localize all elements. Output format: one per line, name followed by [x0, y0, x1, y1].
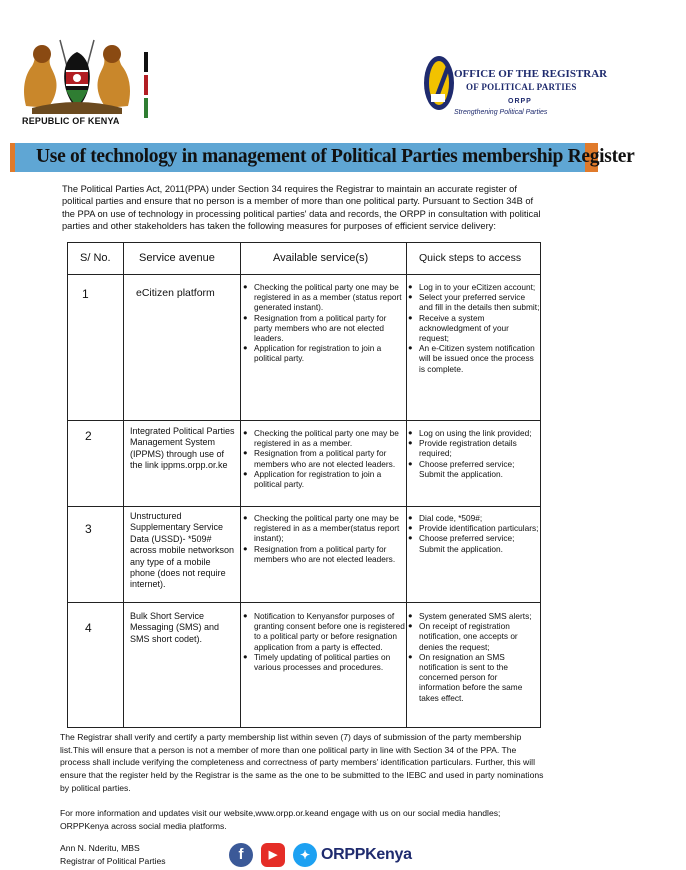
social-handle[interactable]: ORPPKenya [321, 846, 412, 863]
coat-of-arms-logo [18, 36, 136, 128]
kenya-flag-stripe [144, 52, 148, 118]
twitter-icon[interactable]: ✦ [293, 843, 317, 867]
list-item: ● Provide identification particulars; [408, 523, 540, 533]
list-item: ● Choose preferred service; Submit the application. [408, 533, 540, 553]
list-item: ● On receipt of registration notification, one accepts or denies the request; [408, 621, 540, 652]
row-1-avenue: eCitizen platform [136, 287, 215, 299]
list-item: ● Log on using the link provided; [408, 428, 540, 438]
column-divider [240, 243, 241, 727]
row-2-avenue: Integrated Political Parties Management System (IPPMS) through use of the link ippms.orpp.or.ke [130, 426, 235, 471]
row-3-avenue: Unstructured Supplementary Service Data (USSD)- *509# across mobile networkson any type of a mobile phone (does not require internet). [130, 511, 235, 590]
list-item: ● Checking the political party one may be registered in as a member. [243, 428, 403, 448]
coat-of-arms-icon [18, 36, 136, 116]
list-item: ● Provide registration details required; [408, 438, 540, 458]
list-item: ● An e-Citizen system notification will be issued once the process is complete. [408, 343, 540, 374]
republic-of-kenya-caption: REPUBLIC OF KENYA [22, 116, 120, 126]
orpp-tagline: Strengthening Political Parties [454, 109, 548, 116]
row-divider [68, 274, 540, 275]
list-item: ● System generated SMS alerts; [408, 611, 540, 621]
list-item: ● Application for registration to join a political party. [243, 469, 403, 489]
orpp-abbreviation: ORPP [508, 98, 532, 105]
orpp-logo [420, 46, 608, 122]
list-item: ● Resignation from a political party for members who are not elected leaders. [243, 448, 403, 468]
banner-accent-left [10, 143, 15, 172]
header-sno: S/ No. [80, 252, 111, 264]
orpp-title-line2: OF POLITICAL PARTIES [466, 82, 577, 92]
list-item: ● Choose preferred service; Submit the application. [408, 459, 540, 479]
youtube-icon[interactable]: ▶ [261, 843, 285, 867]
row-1-steps [408, 282, 540, 374]
row-1-services [243, 282, 403, 364]
list-item: ● Application for registration to join a political party. [243, 343, 403, 363]
header-service-avenue: Service avenue [139, 252, 215, 264]
row-divider [68, 602, 540, 603]
facebook-icon[interactable]: f [229, 843, 253, 867]
list-item: ● On resignation an SMS notification is sent to the concerned person for information before the same takes effect. [408, 652, 540, 703]
row-divider [68, 420, 540, 421]
row-4-steps [408, 611, 540, 703]
list-item: ● Dial code, *509#; [408, 513, 540, 523]
list-item: ● Resignation from a political party for party members who are not elected leaders. [243, 313, 403, 344]
row-2-services [243, 428, 403, 489]
list-item: ● Timely updating of political parties on various processes and procedures. [243, 652, 405, 672]
row-2-number: 2 [85, 429, 92, 443]
list-item: ● Receive a system acknowledgment of your request; [408, 313, 540, 344]
row-3-services [243, 513, 403, 564]
column-divider [123, 243, 124, 727]
row-4-avenue: Bulk Short Service Messaging (SMS) and SMS short codet). [130, 611, 220, 644]
signatory-name: Ann N. Nderitu, MBS [60, 843, 140, 853]
orpp-emblem-icon [422, 54, 456, 112]
list-item: ● Checking the political party one may be registered in as a member (status report generated instant). [243, 282, 403, 313]
list-item: ● Checking the political party one may be registered in as a member(status report instant); [243, 513, 403, 544]
row-3-steps [408, 513, 540, 554]
list-item: ● Resignation from a political party for members who are not elected leaders. [243, 544, 403, 564]
list-item: ● Notification to Kenyansfor purposes of granting consent before one is registered to a political party or before resignation application from a party is effected. [243, 611, 405, 652]
intro-paragraph: The Political Parties Act, 2011(PPA) under Section 34 requires the Registrar to maintain an accurate register of political parties and ensure that no person is a member of more than one political party. Pursuant to Section 34B of the PPA on use of technology in processing political parties' data and records, the ORPP in consultation with political parties and other stakeholders has taken the following measures for purposes of efficient service delivery: [62, 184, 541, 231]
row-1-number: 1 [82, 287, 89, 301]
signature-block [60, 842, 166, 867]
header-quick-steps: Quick steps to access [419, 252, 522, 264]
orpp-title-line1: OFFICE OF THE REGISTRAR [454, 68, 608, 80]
page-title: Use of technology in management of Political Parties membership Register [36, 146, 635, 167]
header-available-services: Available service(s) [273, 252, 369, 264]
list-item: ● Select your preferred service and fill in the details then submit; [408, 292, 540, 312]
list-item: ● Log in to your eCitizen account; [408, 282, 540, 292]
row-divider [68, 506, 540, 507]
column-divider [406, 243, 407, 727]
services-table [67, 242, 541, 728]
signatory-role: Registrar of Political Parties [60, 855, 166, 866]
row-2-steps [408, 428, 540, 479]
more-info-paragraph: For more information and updates visit our website,www.orpp.or.keand engage with us on our social media handles; ORPPKenya across social media platforms. [60, 808, 501, 831]
closing-paragraph: The Registrar shall verify and certify a party membership list within seven (7) days of submission of the party membership list.This will ensure that a person is not a member of more than one political party in line with Section 34 of the PPA. The process shall include verifying the completeness and correctness of party members' identification particulars. Further, this will ensure that the register held by the Registrar is the same as the one to be submitted to the IEBC and used in party nominations by political parties. [60, 732, 544, 793]
row-4-number: 4 [85, 621, 92, 635]
row-3-number: 3 [85, 522, 92, 536]
row-4-services [243, 611, 405, 672]
